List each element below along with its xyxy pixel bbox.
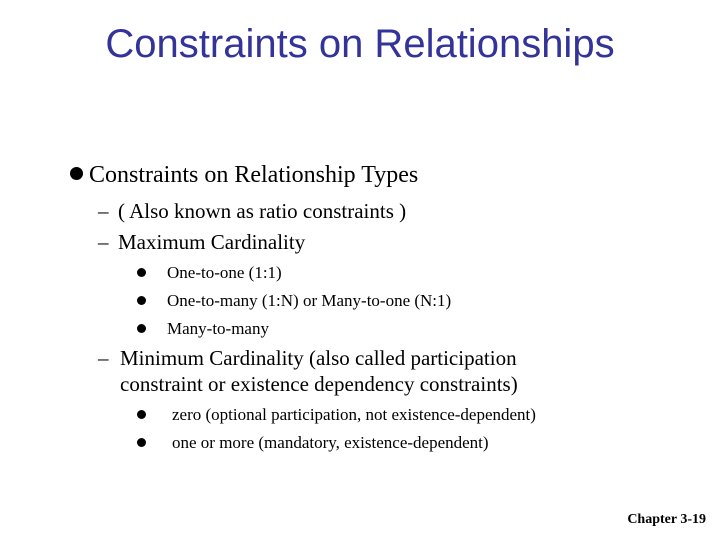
- dash-marker: –: [98, 199, 109, 223]
- sub-bullet-minimum-line1: Minimum Cardinality (also called participation: [120, 346, 517, 370]
- sub-bullet-ratio: ( Also known as ratio constraints ): [118, 199, 407, 223]
- max-item-many-to-many: Many-to-many: [167, 319, 269, 338]
- bullet-dot: [137, 438, 146, 447]
- slide-title: Constraints on Relationships: [105, 22, 615, 66]
- max-item-one-to-many: One-to-many (1:N) or Many-to-one (N:1): [167, 291, 452, 310]
- bullet-dot: [137, 410, 146, 419]
- bullet-dot: [137, 296, 146, 305]
- bullet-dot: [70, 167, 83, 180]
- min-item-one-or-more: one or more (mandatory, existence-dependent): [172, 433, 489, 452]
- sub-bullet-maximum: Maximum Cardinality: [118, 230, 306, 254]
- bullet-dot: [137, 324, 146, 333]
- main-bullet-text: Constraints on Relationship Types: [89, 162, 419, 188]
- sub-bullet-minimum-line2: constraint or existence dependency constraints): [120, 372, 518, 396]
- min-item-zero: zero (optional participation, not existence-dependent): [172, 405, 536, 424]
- max-item-one-to-one: One-to-one (1:1): [167, 263, 282, 282]
- slide-footer: Chapter 3-19: [627, 512, 706, 527]
- bullet-dot: [137, 268, 146, 277]
- dash-marker: –: [98, 230, 109, 254]
- dash-marker: –: [98, 346, 109, 370]
